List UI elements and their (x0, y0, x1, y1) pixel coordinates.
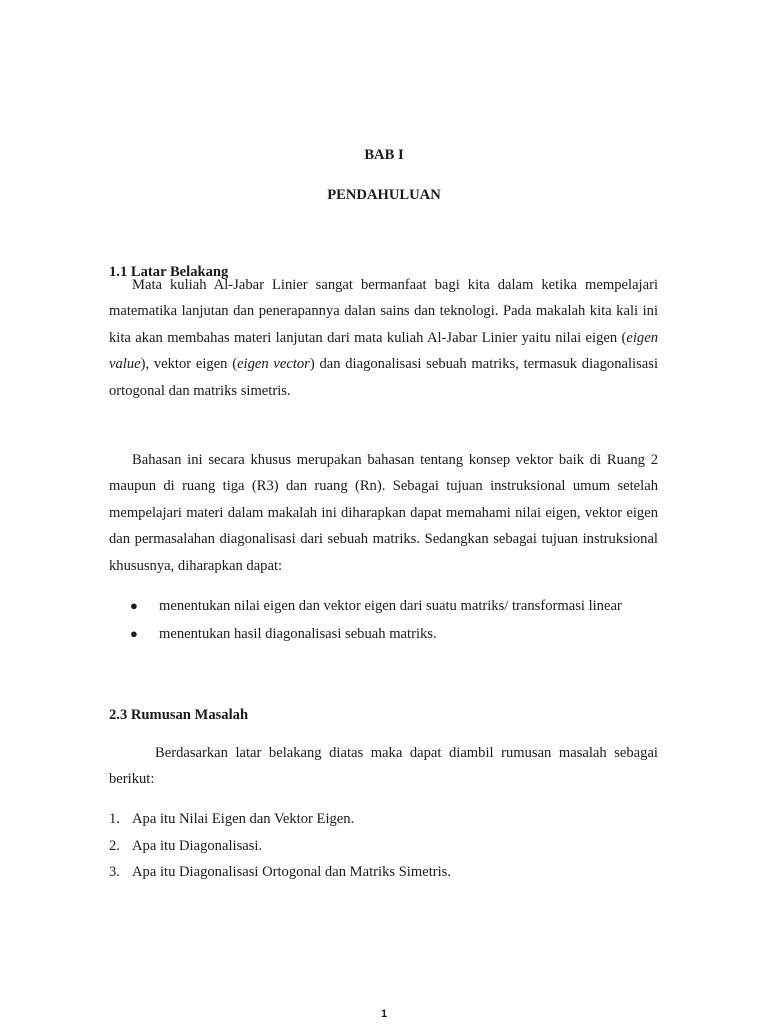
term-eigen-value: eigen value (109, 329, 658, 373)
bullet-text: menentukan nilai eigen dan vektor eigen dari suatu matriks/ transformasi linear (159, 598, 622, 614)
chapter-title: BAB I (364, 147, 404, 163)
item-text: Apa itu Nilai Eigen dan Vektor Eigen. (132, 811, 355, 827)
section-heading-rumusan-masalah: 2.3 Rumusan Masalah (109, 707, 249, 723)
paragraph-rumusan-intro: Berdasarkan latar belakang diatas maka dapat diambil rumusan masalah sebagai berikut: (109, 745, 658, 788)
paragraph-text: ), vektor eigen ( (140, 356, 238, 373)
section-heading-latar-belakang: 1.1 Latar Belakang (109, 264, 229, 280)
list-item (0, 598, 768, 620)
paragraph-text: ) dan diagonalisasi sebuah matriks, termasuk diagonalisasi ortogonal dan matriks simetris. (109, 356, 659, 399)
item-number: 3. (109, 864, 120, 880)
page-number: 1 (380, 1008, 388, 1020)
bullet-icon: ● (130, 626, 138, 641)
paragraph-latar-belakang-2: Bahasan ini secara khusus merupakan bahasan tentang konsep vektor baik di Ruang 2 maupun di ruang tiga (R3) dan ruang (Rn). Sebagai tujuan instruksional umum setelah mempelajari materi dalam makalah ini diharapkan dapat memahami nilai eigen, vektor eigen dan permasalahan diagonalisasi dari sebuah matriks. Sedangkan sebagai tujuan instruksional khususnya, diharapkan dapat: (109, 452, 658, 574)
bullet-icon: ● (130, 598, 138, 613)
term-eigen-vector: eigen vector (237, 356, 310, 373)
numbered-item (0, 811, 768, 833)
item-number: 1. (109, 811, 120, 827)
item-text: Apa itu Diagonalisasi. (132, 838, 263, 854)
chapter-subtitle: PENDAHULUAN (327, 187, 441, 203)
bullet-text: menentukan hasil diagonalisasi sebuah matriks. (159, 626, 437, 642)
numbered-item (0, 864, 768, 886)
numbered-item (0, 838, 768, 860)
paragraph-text: Mata kuliah Al-Jabar Linier sangat bermanfaat bagi kita dalam ketika mempelajari matematika lanjutan dan penerapannya dalan sains dan teknologi. Pada makalah kita kali ini kita akan membahas materi lanjutan dari mata kuliah Al-Jabar Linier yaitu nilai eigen ( (109, 277, 658, 346)
list-item (0, 626, 768, 648)
item-number: 2. (109, 838, 120, 854)
paragraph-latar-belakang-1 (109, 272, 658, 404)
item-text: Apa itu Diagonalisasi Ortogonal dan Matriks Simetris. (132, 864, 451, 880)
